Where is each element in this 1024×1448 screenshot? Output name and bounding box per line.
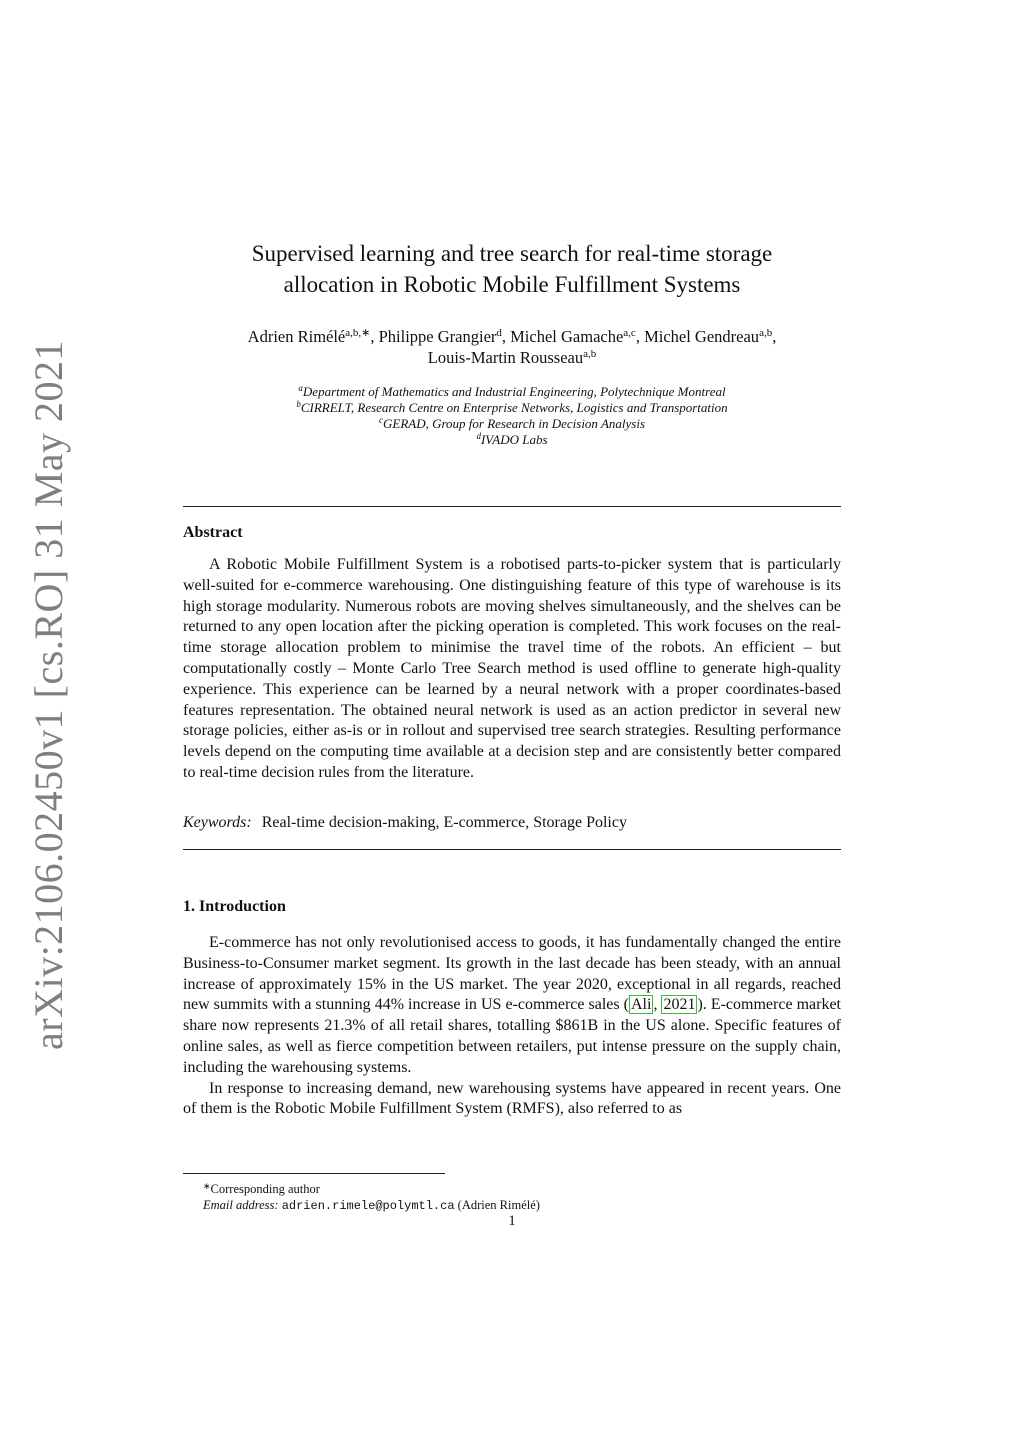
author-list [183, 326, 841, 368]
email-link[interactable]: adrien.rimele@polymtl.ca [281, 1199, 455, 1213]
page-number: 1 [508, 1213, 516, 1229]
keywords-label: Keywords: [183, 814, 252, 831]
section-heading-introduction: 1. Introduction [183, 898, 286, 915]
affiliation: $^c$GERAD, Group for Research in Decision Analysis [378, 415, 645, 431]
footnote-email: Email address: adrien.rimele@polymtl.ca (Adrien Rimélé) [203, 1198, 540, 1213]
author-affiliation-mark: a,b [759, 327, 773, 339]
abstract-top-rule [183, 506, 841, 507]
author-affiliation-mark: a,b,∗ [345, 327, 371, 339]
abstract-heading: Abstract [183, 524, 243, 541]
introduction-body [183, 933, 841, 1120]
affiliation: $^a$Department of Mathematics and Industrial Engineering, Polytechnique Montreal [298, 383, 726, 399]
arxiv-identifier: arXiv:2106.02450v1 [cs.RO] 31 May 2021 [26, 339, 71, 1050]
author-affiliation-mark: d [496, 327, 502, 339]
author-name: Michel Gendreau [644, 327, 760, 346]
footnote-corresponding: ∗Corresponding author [203, 1181, 320, 1196]
keywords [183, 814, 627, 832]
abstract-paragraph: A Robotic Mobile Fulfillment System is a robotised parts-to-picker system that is particularly well-suited for e-commerce warehousing. One distinguishing feature of this type of warehouse is its high storage modularity. Numerous robots are moving shelves simultaneously, and the shelves can be returned to any open location after the picking operation is completed. This work focuses on the real-time storage allocation problem to minimise the travel time of the robots. An efficient – but computationally costly – Monte Carlo Tree Search method is used offline to generate high-quality experience. This experience can be learned by a neural network with a proper coordinates-based features representation. The obtained neural network is used as an action predictor in several new storage policies, either as-is or in rollout and supervised tree search strategies. Resulting performance levels depend on the computing time available at a decision step and are consistently better compared to real-time decision rules from the literature. [183, 556, 841, 781]
author-name: Michel Gamache [510, 327, 624, 346]
author-line-1: Adrien Rimélé$^{a,b,∗}$, Philippe Grangier$^d$, Michel Gamache$^{a,c}$, Michel Gendreau$^{a,b}$, [247, 327, 777, 346]
footnote-rule [183, 1173, 445, 1174]
footnote [183, 1178, 841, 1214]
author-affiliation-mark: a,b [583, 348, 597, 360]
citation-link-year[interactable]: 2021 [663, 996, 696, 1014]
keywords-text: Real-time decision-making, E-commerce, Storage Policy [261, 814, 627, 831]
paper-title [183, 238, 841, 300]
affiliation: $^b$CIRRELT, Research Centre on Enterprise Networks, Logistics and Transportation [296, 399, 728, 415]
title-line-1: Supervised learning and tree search for real-time storage [251, 241, 773, 266]
affiliation: $^d$IVADO Labs [476, 431, 548, 447]
title-line-2: allocation in Robotic Mobile Fulfillment Systems [283, 272, 741, 297]
author-name: Adrien Rimélé [247, 327, 346, 346]
author-line-2 [183, 347, 841, 368]
introduction-paragraph-1: E-commerce has not only revolutionised access to goods, it has fundamentally changed the entire Business-to-Consumer market segment. Its growth in the last decade has been steady, with an annual increase of approximately 15% in the US market. The year 2020, exceptional in all regards, reached new summits with a stunning 44% increase in US e-commerce sales ( Ali , 2021 ). E-commerce market share now represents 21.3% of all retail shares, totalling $861B in the US alone. Specific features of online sales, as well as fierce competition between retailers, put intense pressure on the supply chain, including the warehousing systems. [183, 934, 842, 1076]
introduction-paragraph-2: In response to increasing demand, new warehousing systems have appeared in recent years. One of them is the Robotic Mobile Fulfillment System (RMFS), also referred to as [183, 1079, 841, 1118]
author-name: Philippe Grangier [378, 327, 497, 346]
abstract-bottom-rule [183, 849, 841, 850]
author-affiliation-mark: a,c [623, 327, 636, 339]
affiliation-list [183, 384, 841, 448]
author-name: Louis-Martin Rousseau [427, 348, 584, 367]
citation-link-author[interactable]: Ali [630, 996, 652, 1014]
abstract-body [183, 555, 841, 784]
